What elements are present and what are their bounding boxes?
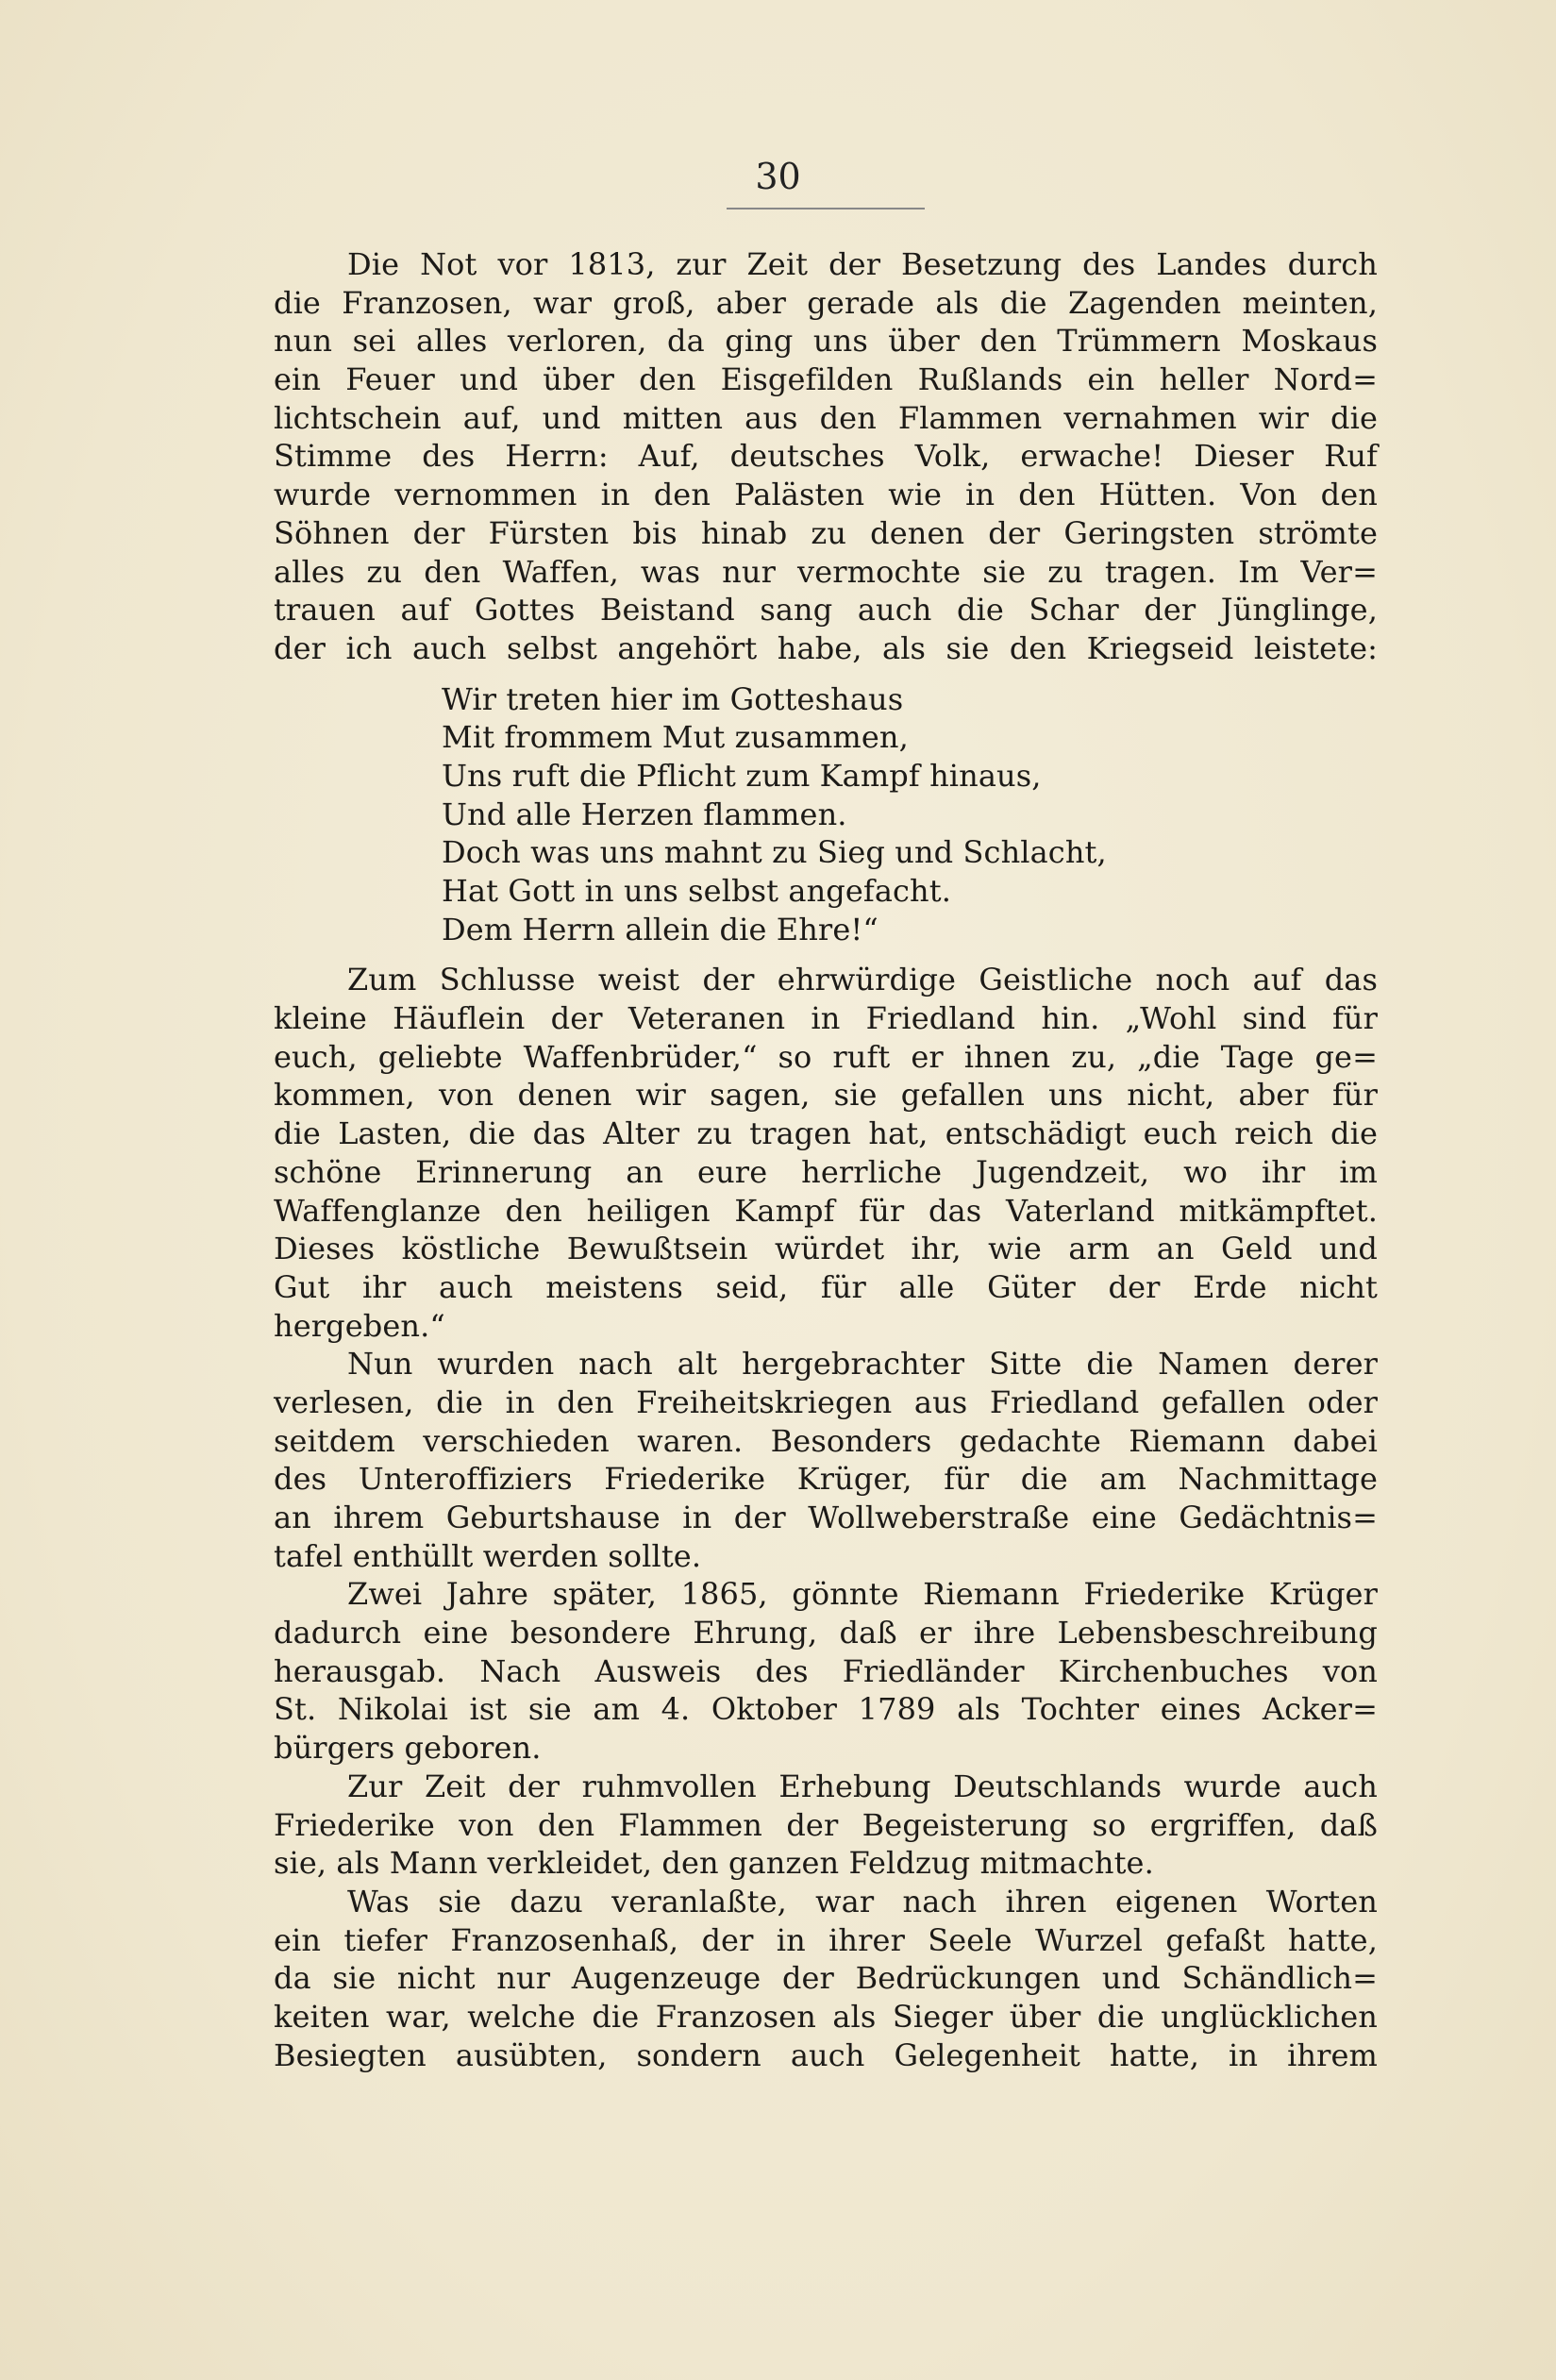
text-line: Was sie dazu veranlaßte, war nach ihren eigenen Worten bbox=[347, 1883, 1378, 1919]
paragraph-3 bbox=[274, 1345, 1378, 1575]
paragraph-1 bbox=[274, 245, 1378, 668]
text-line: dadurch eine besondere Ehrung, daß er ihre Lebensbeschreibung bbox=[274, 1615, 1378, 1651]
body-text bbox=[274, 245, 1378, 2074]
verse-line: Hat Gott in uns selbst angefacht. bbox=[442, 873, 951, 909]
verse-stanza bbox=[274, 680, 1378, 949]
text-line: tafel enthüllt werden sollte. bbox=[274, 1537, 702, 1574]
verse-line: Mit frommem Mut zusammen, bbox=[442, 719, 909, 756]
text-line: die Franzosen, war groß, aber gerade als die Zagenden meinten, bbox=[274, 284, 1378, 321]
text-line: Zum Schlusse weist der ehrwürdige Geistliche noch auf das bbox=[347, 962, 1378, 998]
paragraph-2 bbox=[274, 961, 1378, 1345]
paragraph-5 bbox=[274, 1768, 1378, 1883]
header-rule bbox=[727, 208, 925, 210]
text-line: trauen auf Gottes Beistand sang auch die Schar der Jünglinge, bbox=[274, 592, 1378, 629]
paragraph-4 bbox=[274, 1575, 1378, 1767]
paragraph-6 bbox=[274, 1883, 1378, 2074]
text-line: Waffenglanze den heiligen Kampf für das Vaterland mitkämpftet. bbox=[274, 1192, 1378, 1229]
text-line: Söhnen der Fürsten bis hinab zu denen der Geringsten strömte bbox=[274, 514, 1378, 551]
text-line: da sie nicht nur Augenzeuge der Bedrückungen und Schändlich= bbox=[274, 1960, 1378, 1997]
text-line: euch, geliebte Waffenbrüder,“ so ruft er ihnen zu, „die Tage ge= bbox=[274, 1038, 1378, 1075]
text-line: ein tiefer Franzosenhaß, der in ihrer Seele Wurzel gefaßt hatte, bbox=[274, 1921, 1378, 1958]
text-line: kommen, von denen wir sagen, sie gefallen uns nicht, aber für bbox=[274, 1077, 1378, 1114]
text-line: lichtschein auf, und mitten aus den Flammen vernahmen wir die bbox=[274, 399, 1378, 436]
text-line: die Lasten, die das Alter zu tragen hat, entschädigt euch reich die bbox=[274, 1115, 1378, 1152]
text-line: alles zu den Waffen, was nur vermochte sie zu tragen. Im Ver= bbox=[274, 553, 1378, 590]
text-line: St. Nikolai ist sie am 4. Oktober 1789 als Tochter eines Acker= bbox=[274, 1691, 1378, 1728]
text-line: Zwei Jahre später, 1865, gönnte Riemann Friederike Krüger bbox=[347, 1576, 1378, 1613]
text-line: Stimme des Herrn: Auf, deutsches Volk, erwache! Dieser Ruf bbox=[274, 438, 1378, 475]
verse-line: Doch was uns mahnt zu Sieg und Schlacht, bbox=[442, 834, 1107, 871]
text-line: Zur Zeit der ruhmvollen Erhebung Deutschlands wurde auch bbox=[347, 1768, 1378, 1804]
text-line: Dieses köstliche Bewußtsein würdet ihr, wie arm an Geld und bbox=[274, 1231, 1378, 1267]
text-line: wurde vernommen in den Palästen wie in den Hütten. Von den bbox=[274, 477, 1378, 513]
text-line: bürgers geboren. bbox=[274, 1730, 542, 1767]
text-line: sie, als Mann verkleidet, den ganzen Feldzug mitmachte. bbox=[274, 1845, 1154, 1882]
text-line: Gut ihr auch meistens seid, für alle Güter der Erde nicht bbox=[274, 1268, 1378, 1305]
text-line: Friederike von den Flammen der Begeisterung so ergriffen, daß bbox=[274, 1806, 1378, 1843]
text-line: Nun wurden nach alt hergebrachter Sitte die Namen derer bbox=[347, 1346, 1378, 1383]
text-line: nun sei alles verloren, da ging uns über den Trümmern Moskaus bbox=[274, 323, 1378, 360]
text-line: Die Not vor 1813, zur Zeit der Besetzung des Landes durch bbox=[347, 246, 1378, 282]
text-line: ein Feuer und über den Eisgefilden Rußlands ein heller Nord= bbox=[274, 361, 1378, 398]
verse-line: Dem Herrn allein die Ehre!“ bbox=[442, 911, 878, 947]
text-line: des Unteroffiziers Friederike Krüger, für die am Nachmittage bbox=[274, 1461, 1378, 1498]
text-line: hergeben.“ bbox=[274, 1307, 445, 1344]
text-line: verlesen, die in den Freiheitskriegen aus Friedland gefallen oder bbox=[274, 1383, 1378, 1420]
text-line: schöne Erinnerung an eure herrliche Jugendzeit, wo ihr im bbox=[274, 1153, 1378, 1190]
text-line: herausgab. Nach Ausweis des Friedländer Kirchenbuches von bbox=[274, 1652, 1378, 1689]
text-line: seitdem verschieden waren. Besonders gedachte Riemann dabei bbox=[274, 1422, 1378, 1459]
text-line: kleine Häuflein der Veteranen in Friedland hin. „Wohl sind für bbox=[274, 1000, 1378, 1037]
verse-line: Und alle Herzen flammen. bbox=[442, 796, 847, 832]
text-line: Besiegten ausübten, sondern auch Gelegenheit hatte, in ihrem bbox=[274, 2036, 1378, 2073]
text-line: an ihrem Geburtshause in der Wollweberstraße eine Gedächtnis= bbox=[274, 1500, 1378, 1535]
verse-line: Wir treten hier im Gotteshaus bbox=[442, 680, 904, 717]
page-number: 30 bbox=[755, 156, 801, 197]
text-line: der ich auch selbst angehört habe, als sie den Kriegseid leistete: bbox=[274, 629, 1378, 666]
text-line: keiten war, welche die Franzosen als Sieger über die unglücklichen bbox=[274, 1998, 1378, 2035]
verse-line: Uns ruft die Pflicht zum Kampf hinaus, bbox=[442, 757, 1042, 794]
